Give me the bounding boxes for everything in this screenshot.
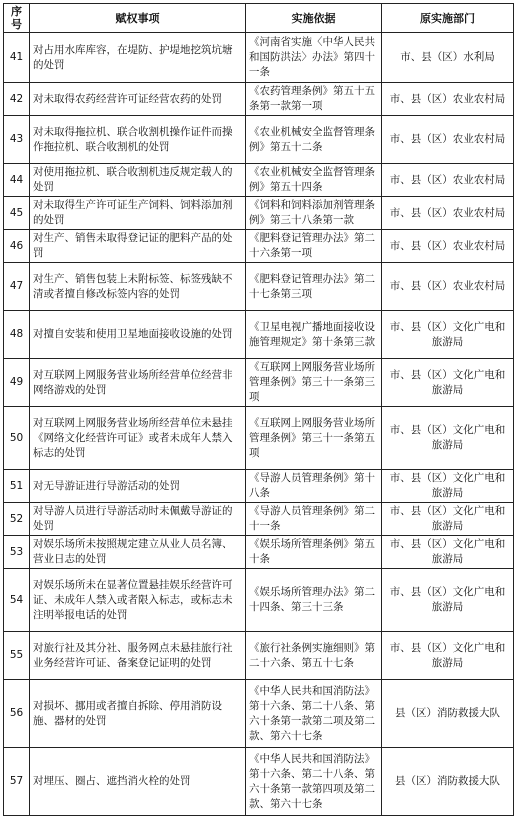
header-num: 序号	[4, 4, 30, 33]
row-item: 对占用水库库容，在堤防、护堤地挖筑坑塘的处罚	[30, 33, 246, 83]
table-row	[4, 197, 514, 230]
row-number: 55	[4, 632, 30, 680]
table-row	[4, 470, 514, 503]
row-number: 47	[4, 263, 30, 311]
row-dept: 市、县（区）农业农村局	[382, 197, 514, 230]
row-item: 对生产、销售包装上未附标签、标签残缺不清或者擅自修改标签内容的处罚	[30, 263, 246, 311]
row-dept: 市、县（区）农业农村局	[382, 116, 514, 164]
row-number: 54	[4, 569, 30, 632]
row-number: 50	[4, 407, 30, 470]
table-row	[4, 407, 514, 470]
row-item: 对旅行社及其分社、服务网点未悬挂旅行社业务经营许可证、备案登记证明的处罚	[30, 632, 246, 680]
table-row	[4, 748, 514, 816]
row-item: 对埋压、圈占、遮挡消火栓的处罚	[30, 748, 246, 816]
row-basis: 《导游人员管理条例》第十八条	[246, 470, 382, 503]
row-basis: 《旅行社条例实施细则》第二十六条、第五十七条	[246, 632, 382, 680]
row-number: 49	[4, 359, 30, 407]
table-row	[4, 359, 514, 407]
row-number: 46	[4, 230, 30, 263]
row-basis: 《河南省实施〈中华人民共和国防洪法〉办法》第四十一条	[246, 33, 382, 83]
row-number: 41	[4, 33, 30, 83]
row-basis: 《娱乐场所管理办法》第二十四条、第三十三条	[246, 569, 382, 632]
row-item: 对未取得生产许可证生产饲料、饲料添加剂的处罚	[30, 197, 246, 230]
row-basis: 《饲料和饲料添加剂管理条例》第三十八条第一款	[246, 197, 382, 230]
row-basis: 《农业机械安全监督管理条例》第五十二条	[246, 116, 382, 164]
row-dept: 市、县（区）文化广电和旅游局	[382, 536, 514, 569]
row-basis: 《中华人民共和国消防法》第十六条、第二十八条、第六十条第一款第二项及第二款、第六十七条	[246, 680, 382, 748]
table-row	[4, 311, 514, 359]
table-row	[4, 263, 514, 311]
row-number: 44	[4, 164, 30, 197]
row-dept: 县（区）消防救援大队	[382, 748, 514, 816]
row-dept: 市、县（区）文化广电和旅游局	[382, 470, 514, 503]
row-basis: 《卫星电视广播地面接收设施管理规定》第十条第三款	[246, 311, 382, 359]
row-dept: 市、县（区）文化广电和旅游局	[382, 632, 514, 680]
row-number: 56	[4, 680, 30, 748]
row-dept: 市、县（区）农业农村局	[382, 263, 514, 311]
row-item: 对无导游证进行导游活动的处罚	[30, 470, 246, 503]
table-body	[4, 33, 514, 816]
row-basis: 《农业机械安全监督管理条例》第五十四条	[246, 164, 382, 197]
row-basis: 《肥料登记管理办法》第二十七条第三项	[246, 263, 382, 311]
row-item: 对损坏、挪用或者擅自拆除、停用消防设施、器材的处罚	[30, 680, 246, 748]
row-basis: 《导游人员管理条例》第二十一条	[246, 503, 382, 536]
authorization-table	[3, 3, 514, 816]
header-basis: 实施依据	[246, 4, 382, 33]
row-dept: 市、县（区）文化广电和旅游局	[382, 311, 514, 359]
row-item: 对互联网上网服务营业场所经营单位经营非网络游戏的处罚	[30, 359, 246, 407]
row-basis: 《中华人民共和国消防法》第十六条、第二十八条、第六十条第一款第四项及第二款、第六十七条	[246, 748, 382, 816]
row-number: 43	[4, 116, 30, 164]
row-dept: 市、县（区）文化广电和旅游局	[382, 407, 514, 470]
table-row	[4, 116, 514, 164]
row-number: 42	[4, 83, 30, 116]
row-dept: 市、县（区）农业农村局	[382, 164, 514, 197]
row-item: 对导游人员进行导游活动时未佩戴导游证的处罚	[30, 503, 246, 536]
row-basis: 《互联网上网服务营业场所管理条例》第三十一条第五项	[246, 407, 382, 470]
table-row	[4, 536, 514, 569]
row-basis: 《农药管理条例》第五十五条第一款第一项	[246, 83, 382, 116]
table-row	[4, 503, 514, 536]
table-row	[4, 680, 514, 748]
row-dept: 市、县（区）文化广电和旅游局	[382, 359, 514, 407]
row-item: 对未取得拖拉机、联合收割机操作证件而操作拖拉机、联合收割机的处罚	[30, 116, 246, 164]
table-row	[4, 569, 514, 632]
row-number: 52	[4, 503, 30, 536]
row-dept: 县（区）消防救援大队	[382, 680, 514, 748]
row-item: 对使用拖拉机、联合收割机违反规定载人的处罚	[30, 164, 246, 197]
row-item: 对互联网上网服务营业场所经营单位未悬挂《网络文化经营许可证》或者未成年人禁入标志的处罚	[30, 407, 246, 470]
row-basis: 《娱乐场所管理条例》第五十条	[246, 536, 382, 569]
table-header-row	[4, 4, 514, 33]
row-item: 对娱乐场所未在显著位置悬挂娱乐经营许可证、未成年人禁入或者限入标志，或标志未注明举报电话的处罚	[30, 569, 246, 632]
table-row	[4, 230, 514, 263]
row-basis: 《互联网上网服务营业场所管理条例》第三十一条第三项	[246, 359, 382, 407]
table-row	[4, 164, 514, 197]
row-number: 48	[4, 311, 30, 359]
row-dept: 市、县（区）文化广电和旅游局	[382, 569, 514, 632]
row-item: 对未取得农药经营许可证经营农药的处罚	[30, 83, 246, 116]
row-dept: 市、县（区）文化广电和旅游局	[382, 503, 514, 536]
row-dept: 市、县（区）农业农村局	[382, 230, 514, 263]
header-dept: 原实施部门	[382, 4, 514, 33]
row-item: 对擅自安装和使用卫星地面接收设施的处罚	[30, 311, 246, 359]
row-basis: 《肥料登记管理办法》第二十六条第一项	[246, 230, 382, 263]
table-row	[4, 632, 514, 680]
row-item: 对生产、销售未取得登记证的肥料产品的处罚	[30, 230, 246, 263]
row-item: 对娱乐场所未按照规定建立从业人员名簿、营业日志的处罚	[30, 536, 246, 569]
table-row	[4, 83, 514, 116]
header-item: 赋权事项	[30, 4, 246, 33]
row-number: 45	[4, 197, 30, 230]
row-dept: 市、县（区）水利局	[382, 33, 514, 83]
row-dept: 市、县（区）农业农村局	[382, 83, 514, 116]
row-number: 57	[4, 748, 30, 816]
row-number: 53	[4, 536, 30, 569]
row-number: 51	[4, 470, 30, 503]
table-row	[4, 33, 514, 83]
